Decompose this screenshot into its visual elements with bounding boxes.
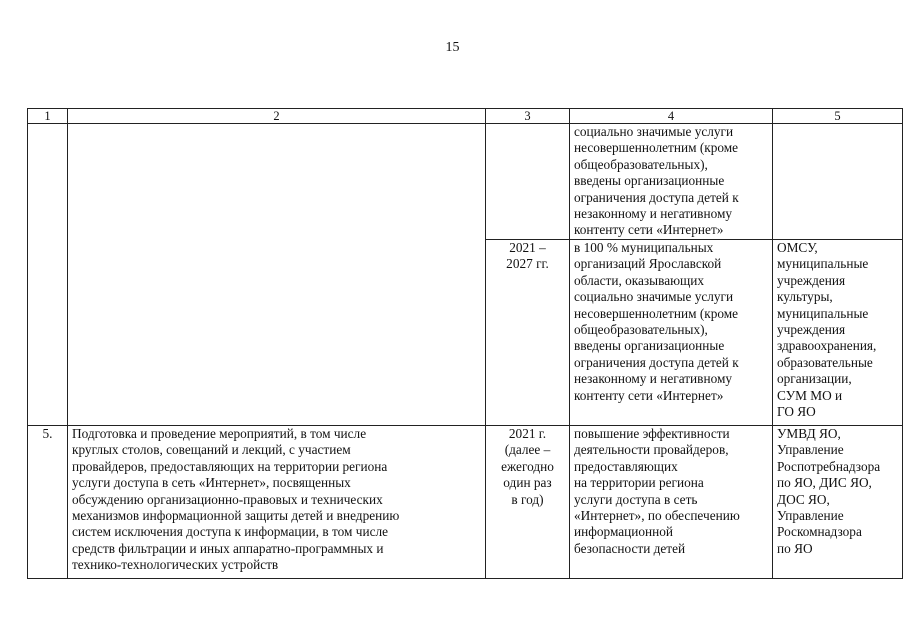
text-line: (далее –	[504, 442, 551, 458]
text-line: повышение эффективности	[574, 426, 730, 441]
text-line: ограничения доступа детей к	[574, 189, 739, 205]
activity-cell	[68, 426, 486, 579]
text-line: «Интернет», по обеспечению	[574, 508, 740, 524]
table-row	[28, 124, 903, 240]
executors-cell	[773, 426, 903, 579]
text-line: Управление	[777, 508, 844, 524]
term-cell	[486, 124, 570, 240]
term-cell	[486, 240, 570, 426]
text-line: незаконному и негативному	[574, 371, 733, 387]
column-header-4: 4	[570, 109, 773, 124]
executors-cell	[773, 124, 903, 240]
text-line: ограничения доступа детей к	[574, 354, 739, 370]
text-line: организаций Ярославской	[574, 256, 722, 272]
text-line: средств фильтрации и иных аппаратно-программных и	[72, 540, 384, 556]
column-header-3: 3	[486, 109, 570, 124]
text-line: общеобразовательных),	[574, 156, 708, 172]
text-line: СУМ МО и	[777, 387, 843, 403]
result-cell	[570, 124, 773, 240]
text-line: систем исключения доступа к информации, в том числе	[72, 524, 389, 540]
text-line: муниципальные	[777, 305, 869, 321]
text-line: услуги доступа в сеть	[574, 491, 698, 507]
text-line: ОМСУ,	[777, 240, 818, 255]
text-line: Подготовка и проведение мероприятий, в том числе	[72, 426, 367, 441]
text-line: по ЯО	[777, 540, 813, 556]
text-line: на территории региона	[574, 475, 704, 491]
text-line: провайдеров, предоставляющих на территории региона	[72, 458, 388, 474]
page-number: 15	[445, 40, 460, 55]
text-line: контенту сети «Интернет»	[574, 387, 724, 403]
text-line: Роскомнадзора	[777, 524, 862, 540]
text-line: Роспотребнадзора	[777, 458, 881, 474]
text-line: механизмов информационной защиты детей и внедрению	[72, 508, 400, 524]
text-line: услуги доступа в сеть «Интернет», посвященных	[72, 475, 351, 491]
text-line: 2027 гг.	[506, 256, 549, 272]
text-line: круглых столов, совещаний и лекций, с участием	[72, 442, 351, 458]
text-line: контенту сети «Интернет»	[574, 222, 724, 238]
column-header-1: 1	[28, 109, 68, 124]
text-line: предоставляющих	[574, 458, 678, 474]
text-line: учреждения	[777, 272, 846, 288]
activity-cell	[68, 124, 486, 426]
term-cell	[486, 426, 570, 579]
text-line: информационной	[574, 524, 674, 540]
text-line: ежегодно	[501, 458, 554, 474]
text-line: несовершеннолетним (кроме	[574, 140, 739, 156]
document-table	[27, 108, 903, 579]
text-line: муниципальные	[777, 256, 869, 272]
text-line: УМВД ЯО,	[777, 426, 841, 441]
text-line: 2021 –	[509, 240, 546, 255]
row-number-cell	[28, 124, 68, 426]
text-line: технико-технологических устройств	[72, 557, 279, 573]
table-row	[28, 426, 903, 579]
row-number-cell: 5.	[28, 426, 68, 579]
executors-cell	[773, 240, 903, 426]
result-cell	[570, 240, 773, 426]
text-line: Управление	[777, 442, 844, 458]
text-line: незаконному и негативному	[574, 206, 733, 222]
column-header-2: 2	[68, 109, 486, 124]
text-line: безопасности детей	[574, 540, 686, 556]
text-line: деятельности провайдеров,	[574, 442, 729, 458]
text-line: общеобразовательных),	[574, 322, 708, 338]
text-line: несовершеннолетним (кроме	[574, 305, 739, 321]
text-line: по ЯО, ДИС ЯО,	[777, 475, 872, 491]
text-line: области, оказывающих	[574, 272, 705, 288]
table-header-row	[28, 109, 903, 124]
result-cell	[570, 426, 773, 579]
text-line: ГО ЯО	[777, 404, 816, 420]
text-line: введены организационные	[574, 338, 725, 354]
text-line: социально значимые услуги	[574, 124, 734, 139]
text-line: обсуждению организационно-правовых и технических	[72, 491, 383, 507]
text-line: культуры,	[777, 289, 833, 305]
text-line: учреждения	[777, 322, 846, 338]
text-line: организации,	[777, 371, 852, 387]
text-line: социально значимые услуги	[574, 289, 734, 305]
column-header-5: 5	[773, 109, 903, 124]
text-line: ДОС ЯО,	[777, 491, 830, 507]
text-line: один раз	[503, 475, 552, 491]
text-line: в год)	[511, 491, 544, 507]
text-line: образовательные	[777, 354, 873, 370]
text-line: в 100 % муниципальных	[574, 240, 714, 255]
text-line: здравоохранения,	[777, 338, 877, 354]
text-line: 2021 г.	[508, 426, 547, 441]
text-line: введены организационные	[574, 173, 725, 189]
